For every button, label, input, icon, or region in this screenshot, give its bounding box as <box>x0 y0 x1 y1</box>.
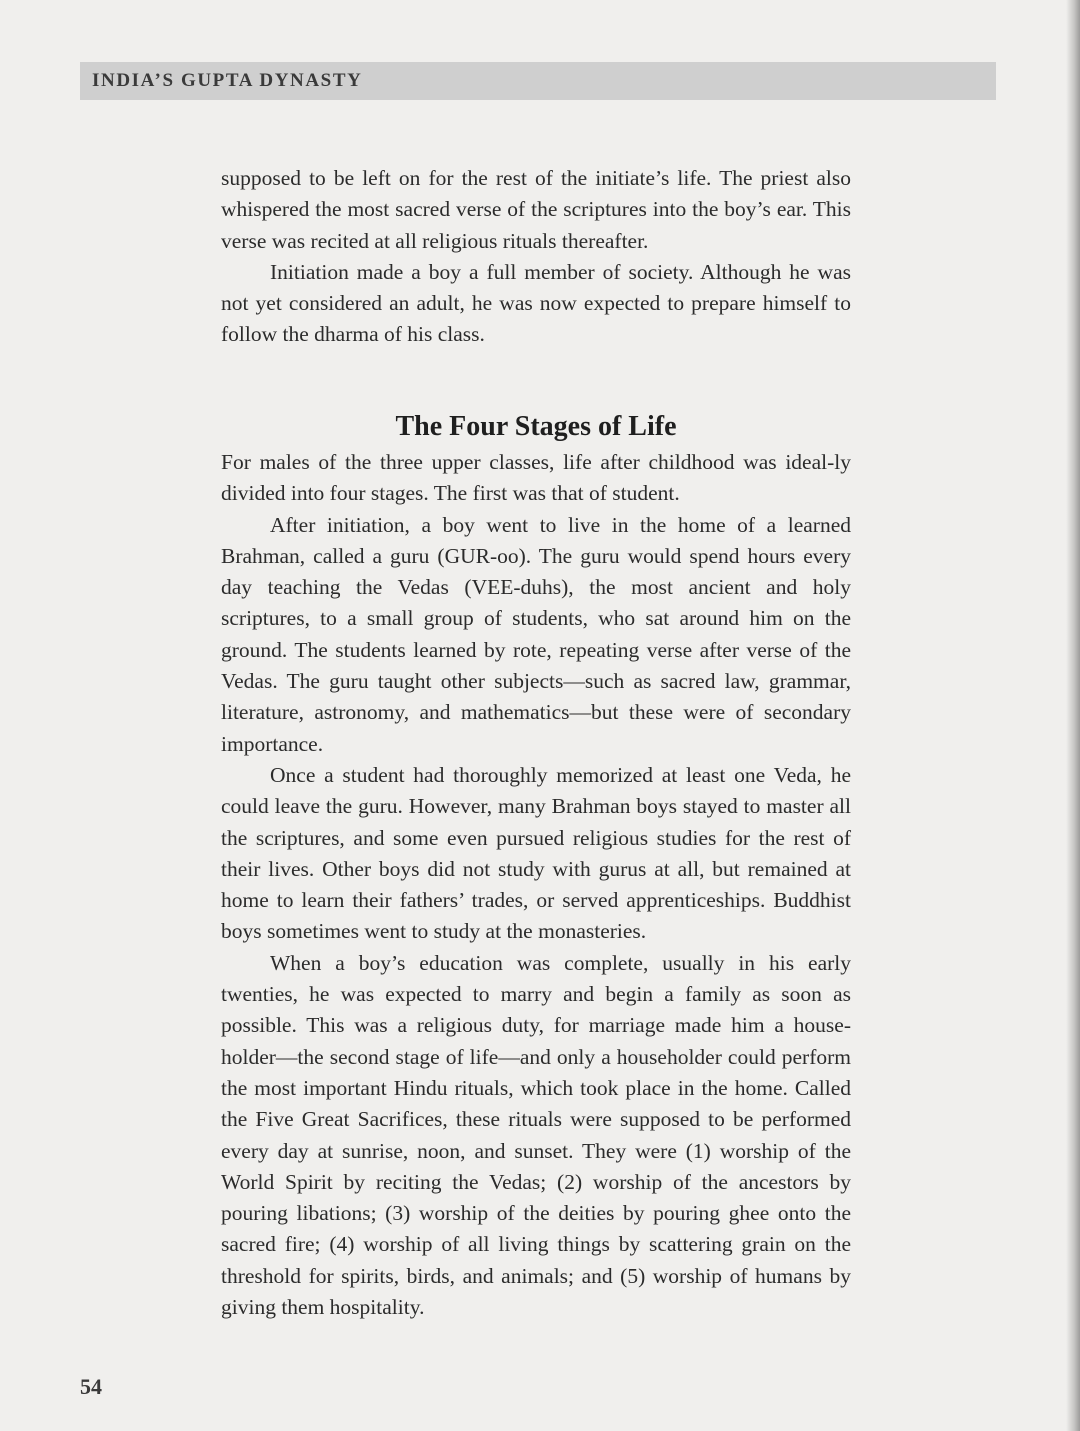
page-spine-shadow <box>1066 0 1080 1431</box>
section-heading: The Four Stages of Life <box>395 411 677 442</box>
paragraph: Initiation made a boy a full member of society. Although he was not yet considered an adult, he was now expected to prepare himself to follow the dharma of his class. <box>221 259 851 347</box>
paragraph: When a boy’s education was complete, usually in his early twenties, he was expected to marry and begin a family as soon as possible. This was a religious duty, for marriage made him a house-holder—the second stage of life—and only a householder could perform the most important Hindu rituals, which took place in the home. Called the Five Great Sacrifices, these rituals were supposed to be performed every day at sunrise, noon, and sunset. They were (1) worship of the World Spirit by reciting the Vedas; (2) worship of the ancestors by pouring libations; (3) worship of the deities by pouring ghee onto the sacred fire; (4) worship of all living things by scattering grain on the threshold for spirits, birds, and animals; and (5) worship of humans by giving them hospitality. <box>221 950 851 1320</box>
running-header <box>80 62 996 100</box>
page-number: 54 <box>80 1374 102 1399</box>
paragraph: Once a student had thoroughly memorized at least one Veda, he could leave the guru. However, many Brahman boys stayed to master all the scriptures, and some even pursued religious studies for the rest of their lives. Other boys did not study with gurus at all, but remained at home to learn their fathers’ trades, or served apprenticeships. Buddhist boys sometimes went to study at the monasteries. <box>221 762 851 944</box>
paragraph: For males of the three upper classes, life after childhood was ideal-ly divided into four stages. The first was that of student. <box>221 450 851 506</box>
section-text <box>221 447 851 1323</box>
paragraph: supposed to be left on for the rest of the initiate’s life. The priest also whispered the most sacred verse of the scriptures into the boy’s ear. This verse was recited at all religious rituals thereafter. <box>221 166 851 253</box>
continued-text <box>221 163 851 351</box>
paragraph: After initiation, a boy went to live in the home of a learned Brahman, called a guru (GUR-oo). The guru would spend hours every day teaching the Vedas (VEE-duhs), the most ancient and holy scriptures, to a small group of students, who sat around him on the ground. The students learned by rote, repeating verse after verse of the Vedas. The guru taught other subjects—such as sacred law, grammar, literature, astronomy, and mathematics—but these were of secondary importance. <box>221 512 851 756</box>
running-header-title: INDIA’S GUPTA DYNASTY <box>92 70 363 91</box>
